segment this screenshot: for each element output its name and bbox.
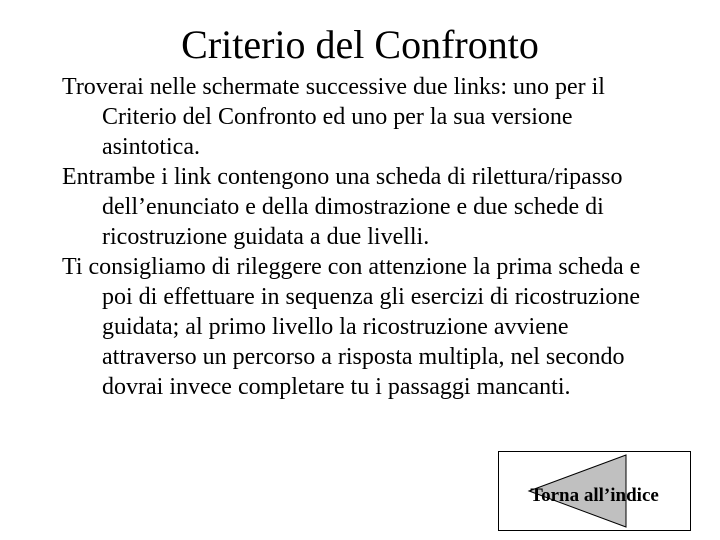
body-paragraph: Entrambe i link contengono una scheda di rilettura/ripasso dell’enunciato e della dimostrazione e due schede di ricostruzione guidata a due livelli.: [62, 164, 623, 250]
slide-body: [62, 72, 668, 402]
back-to-index-label: Torna all’indice: [530, 485, 659, 506]
body-paragraph: Troverai nelle schermate successive due links: uno per il Criterio del Confronto ed uno per la sua versione asintotica.: [62, 74, 605, 160]
back-to-index-button[interactable]: [498, 451, 691, 531]
slide-title: Criterio del Confronto: [181, 22, 539, 67]
body-paragraph: Ti consigliamo di rileggere con attenzione la prima scheda e poi di effettuare in sequenza gli esercizi di ricostruzione guidata; al primo livello la ricostruzione avviene attraverso un percorso a risposta multipla, nel secondo dovrai invece completare tu i passaggi mancanti.: [62, 254, 641, 400]
